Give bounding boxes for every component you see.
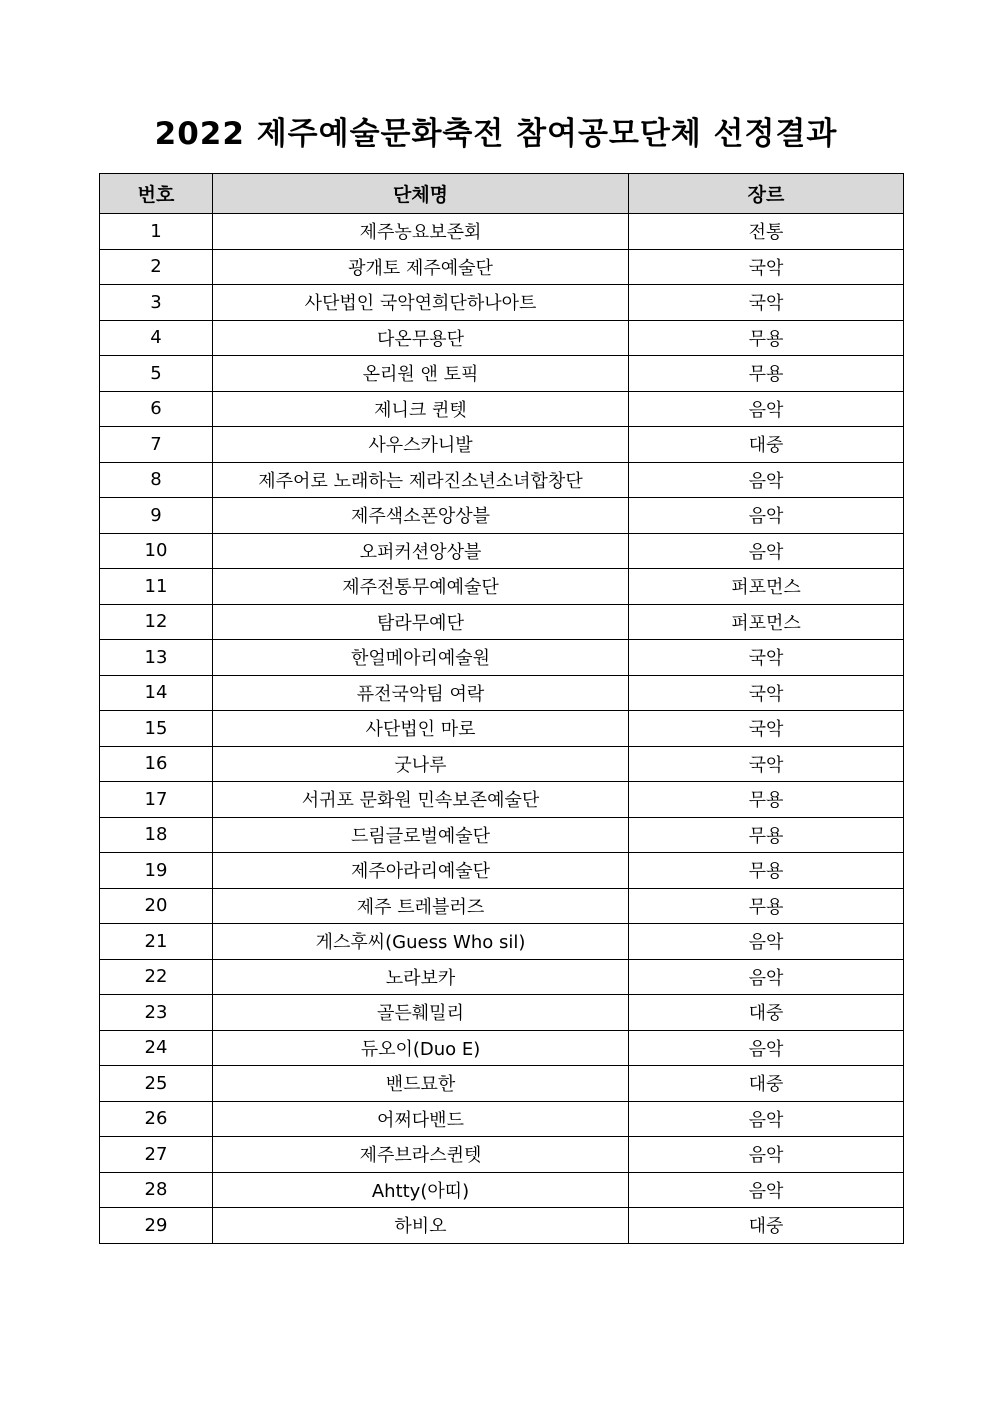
- cell-number: 1: [100, 214, 213, 250]
- cell-number: 21: [100, 924, 213, 960]
- table-row: [100, 746, 904, 782]
- cell-number: 5: [100, 356, 213, 392]
- table-row: [100, 995, 904, 1031]
- column-header-number: 번호: [100, 174, 213, 214]
- cell-genre: 음악: [629, 391, 904, 427]
- cell-genre: 음악: [629, 1030, 904, 1066]
- cell-number: 9: [100, 498, 213, 534]
- cell-number: 2: [100, 249, 213, 285]
- cell-group-name: 광개토 제주예술단: [213, 249, 629, 285]
- table-row: [100, 462, 904, 498]
- cell-group-name: 제주어로 노래하는 제라진소년소녀합창단: [213, 462, 629, 498]
- table-row: [100, 782, 904, 818]
- cell-group-name: 골든훼밀리: [213, 995, 629, 1031]
- cell-group-name: 사단법인 마로: [213, 711, 629, 747]
- table-row: [100, 569, 904, 605]
- cell-genre: 국악: [629, 285, 904, 321]
- table-row: [100, 391, 904, 427]
- cell-genre: 국악: [629, 675, 904, 711]
- cell-genre: 국악: [629, 711, 904, 747]
- cell-number: 24: [100, 1030, 213, 1066]
- table-header-row: [100, 174, 904, 214]
- table-row: [100, 533, 904, 569]
- cell-group-name: 제주색소폰앙상블: [213, 498, 629, 534]
- cell-number: 15: [100, 711, 213, 747]
- table-row: [100, 604, 904, 640]
- table-row: [100, 320, 904, 356]
- cell-group-name: 오퍼커션앙상블: [213, 533, 629, 569]
- cell-number: 20: [100, 888, 213, 924]
- cell-group-name: Ahtty(아띠): [213, 1172, 629, 1208]
- cell-genre: 음악: [629, 1172, 904, 1208]
- table-row: [100, 959, 904, 995]
- cell-number: 22: [100, 959, 213, 995]
- cell-group-name: 제주 트레블러즈: [213, 888, 629, 924]
- cell-group-name: 하비오: [213, 1208, 629, 1244]
- table-row: [100, 427, 904, 463]
- cell-number: 13: [100, 640, 213, 676]
- cell-number: 8: [100, 462, 213, 498]
- cell-number: 12: [100, 604, 213, 640]
- cell-genre: 무용: [629, 782, 904, 818]
- cell-number: 18: [100, 817, 213, 853]
- table-row: [100, 1101, 904, 1137]
- table-row: [100, 675, 904, 711]
- cell-genre: 전통: [629, 214, 904, 250]
- cell-genre: 국악: [629, 746, 904, 782]
- column-header-name: 단체명: [213, 174, 629, 214]
- table-row: [100, 249, 904, 285]
- column-header-genre: 장르: [629, 174, 904, 214]
- cell-genre: 음악: [629, 1137, 904, 1173]
- results-table: [99, 173, 904, 1244]
- cell-genre: 국악: [629, 640, 904, 676]
- table-row: [100, 888, 904, 924]
- cell-number: 4: [100, 320, 213, 356]
- cell-genre: 무용: [629, 320, 904, 356]
- cell-group-name: 사우스카니발: [213, 427, 629, 463]
- table-row: [100, 356, 904, 392]
- cell-group-name: 탐라무예단: [213, 604, 629, 640]
- table-row: [100, 711, 904, 747]
- cell-genre: 대중: [629, 995, 904, 1031]
- cell-number: 11: [100, 569, 213, 605]
- table-row: [100, 1208, 904, 1244]
- cell-number: 29: [100, 1208, 213, 1244]
- cell-genre: 음악: [629, 498, 904, 534]
- cell-genre: 국악: [629, 249, 904, 285]
- cell-genre: 대중: [629, 1066, 904, 1102]
- table-row: [100, 498, 904, 534]
- cell-group-name: 한얼메아리예술원: [213, 640, 629, 676]
- cell-genre: 무용: [629, 888, 904, 924]
- table-row: [100, 817, 904, 853]
- cell-number: 17: [100, 782, 213, 818]
- table-row: [100, 285, 904, 321]
- cell-genre: 음악: [629, 924, 904, 960]
- cell-number: 27: [100, 1137, 213, 1173]
- cell-number: 23: [100, 995, 213, 1031]
- cell-group-name: 듀오이(Duo E): [213, 1030, 629, 1066]
- cell-genre: 음악: [629, 959, 904, 995]
- cell-group-name: 드림글로벌예술단: [213, 817, 629, 853]
- cell-genre: 무용: [629, 853, 904, 889]
- table-row: [100, 214, 904, 250]
- table-row: [100, 853, 904, 889]
- cell-number: 7: [100, 427, 213, 463]
- cell-group-name: 서귀포 문화원 민속보존예술단: [213, 782, 629, 818]
- table-row: [100, 1066, 904, 1102]
- cell-group-name: 온리원 앤 토픽: [213, 356, 629, 392]
- cell-group-name: 제니크 퀸텟: [213, 391, 629, 427]
- table-row: [100, 1137, 904, 1173]
- cell-group-name: 제주아라리예술단: [213, 853, 629, 889]
- cell-group-name: 게스후씨(Guess Who sil): [213, 924, 629, 960]
- page-title: 2022 제주예술문화축전 참여공모단체 선정결과: [154, 116, 838, 152]
- cell-genre: 음악: [629, 462, 904, 498]
- cell-group-name: 제주브라스퀸텟: [213, 1137, 629, 1173]
- cell-group-name: 사단법인 국악연희단하나아트: [213, 285, 629, 321]
- cell-number: 3: [100, 285, 213, 321]
- cell-group-name: 퓨전국악팀 여락: [213, 675, 629, 711]
- cell-genre: 퍼포먼스: [629, 569, 904, 605]
- cell-number: 10: [100, 533, 213, 569]
- cell-number: 19: [100, 853, 213, 889]
- cell-genre: 대중: [629, 427, 904, 463]
- cell-group-name: 어쩌다밴드: [213, 1101, 629, 1137]
- cell-number: 14: [100, 675, 213, 711]
- cell-genre: 음악: [629, 533, 904, 569]
- cell-number: 16: [100, 746, 213, 782]
- cell-group-name: 제주전통무예예술단: [213, 569, 629, 605]
- cell-genre: 음악: [629, 1101, 904, 1137]
- cell-group-name: 제주농요보존회: [213, 214, 629, 250]
- cell-genre: 퍼포먼스: [629, 604, 904, 640]
- cell-genre: 무용: [629, 817, 904, 853]
- cell-group-name: 다온무용단: [213, 320, 629, 356]
- cell-number: 6: [100, 391, 213, 427]
- cell-genre: 대중: [629, 1208, 904, 1244]
- table-row: [100, 640, 904, 676]
- cell-genre: 무용: [629, 356, 904, 392]
- table-row: [100, 1030, 904, 1066]
- cell-number: 26: [100, 1101, 213, 1137]
- table-row: [100, 924, 904, 960]
- table-body: [100, 214, 904, 1244]
- cell-group-name: 노라보카: [213, 959, 629, 995]
- table-row: [100, 1172, 904, 1208]
- cell-group-name: 밴드묘한: [213, 1066, 629, 1102]
- cell-group-name: 굿나루: [213, 746, 629, 782]
- cell-number: 28: [100, 1172, 213, 1208]
- cell-number: 25: [100, 1066, 213, 1102]
